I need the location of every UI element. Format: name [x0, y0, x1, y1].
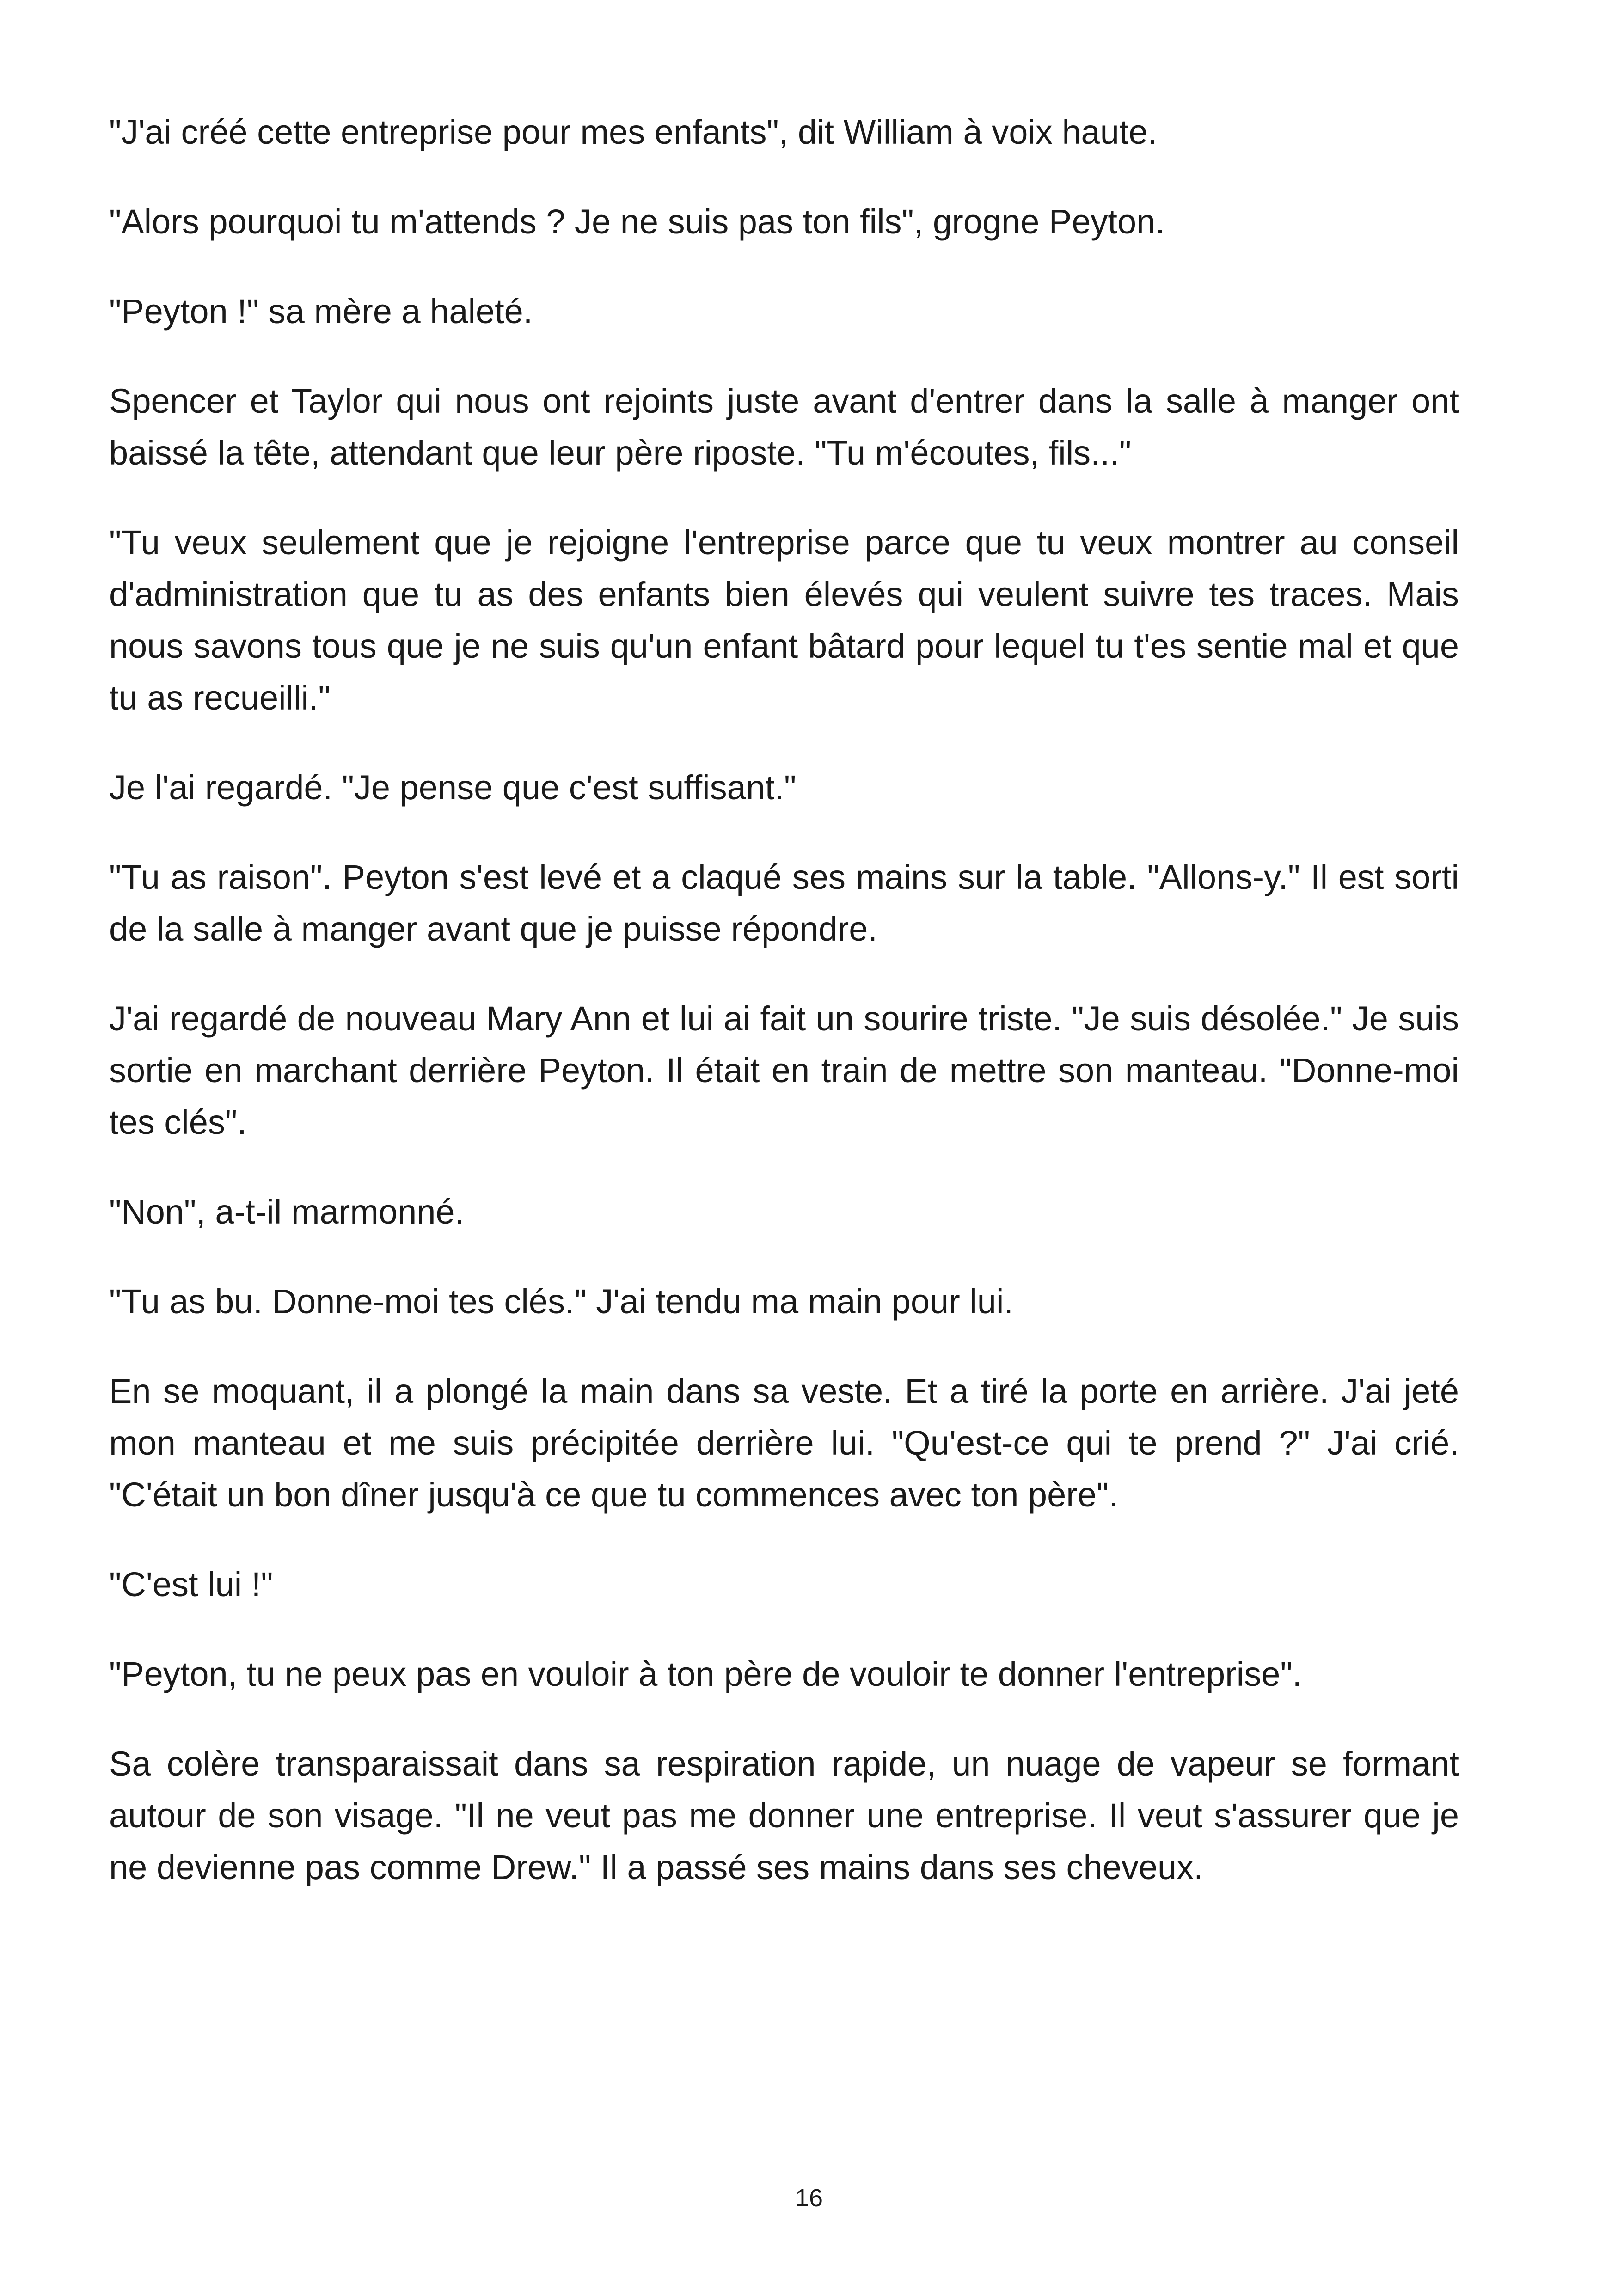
- body-text: [109, 106, 1459, 1931]
- paragraph-9: "Non", a-t-il marmonné.: [109, 1193, 465, 1231]
- paragraph-6: Je l'ai regardé. "Je pense que c'est suffisant.": [109, 768, 797, 807]
- paragraph-8: J'ai regardé de nouveau Mary Ann et lui ai fait un sourire triste. "Je suis désolée." Je suis sortie en marchant derrière Peyton. Il était en train de mettre son manteau. "Donne-moi tes clés".: [109, 999, 1459, 1141]
- paragraph-13: "Peyton, tu ne peux pas en vouloir à ton père de vouloir te donner l'entreprise".: [109, 1655, 1302, 1693]
- paragraph-12: "C'est lui !": [109, 1565, 273, 1604]
- paragraph-5: "Tu veux seulement que je rejoigne l'entreprise parce que tu veux montrer au conseil d'administration que tu as des enfants bien élevés qui veulent suivre tes traces. Mais nous savons tous que je ne suis qu'un enfant bâtard pour lequel tu t'es sentie mal et que tu as recueilli.": [109, 523, 1459, 717]
- paragraph-4: Spencer et Taylor qui nous ont rejoints juste avant d'entrer dans la salle à manger ont baissé la tête, attendant que leur père riposte. "Tu m'écoutes, fils...": [109, 382, 1459, 472]
- paragraph-11: En se moquant, il a plongé la main dans sa veste. Et a tiré la porte en arrière. J'ai jeté mon manteau et me suis précipitée derrière lui. "Qu'est-ce qui te prend ?" J'ai crié. "C'était un bon dîner jusqu'à ce que tu commences avec ton père".: [109, 1372, 1459, 1514]
- paragraph-7: "Tu as raison". Peyton s'est levé et a claqué ses mains sur la table. "Allons-y." Il est sorti de la salle à manger avant que je puisse répondre.: [109, 858, 1459, 948]
- paragraph-1: "J'ai créé cette entreprise pour mes enfants", dit William à voix haute.: [109, 113, 1158, 151]
- paragraph-10: "Tu as bu. Donne-moi tes clés." J'ai tendu ma main pour lui.: [109, 1282, 1013, 1321]
- paragraph-3: "Peyton !" sa mère a haleté.: [109, 292, 533, 331]
- paragraph-14: Sa colère transparaissait dans sa respiration rapide, un nuage de vapeur se formant autour de son visage. "Il ne veut pas me donner une entreprise. Il veut s'assurer que je ne devienne pas comme Drew." Il a passé ses mains dans ses cheveux.: [109, 1745, 1459, 1886]
- page-number: 16: [795, 2184, 823, 2212]
- paragraph-2: "Alors pourquoi tu m'attends ? Je ne suis pas ton fils", grogne Peyton.: [109, 202, 1165, 241]
